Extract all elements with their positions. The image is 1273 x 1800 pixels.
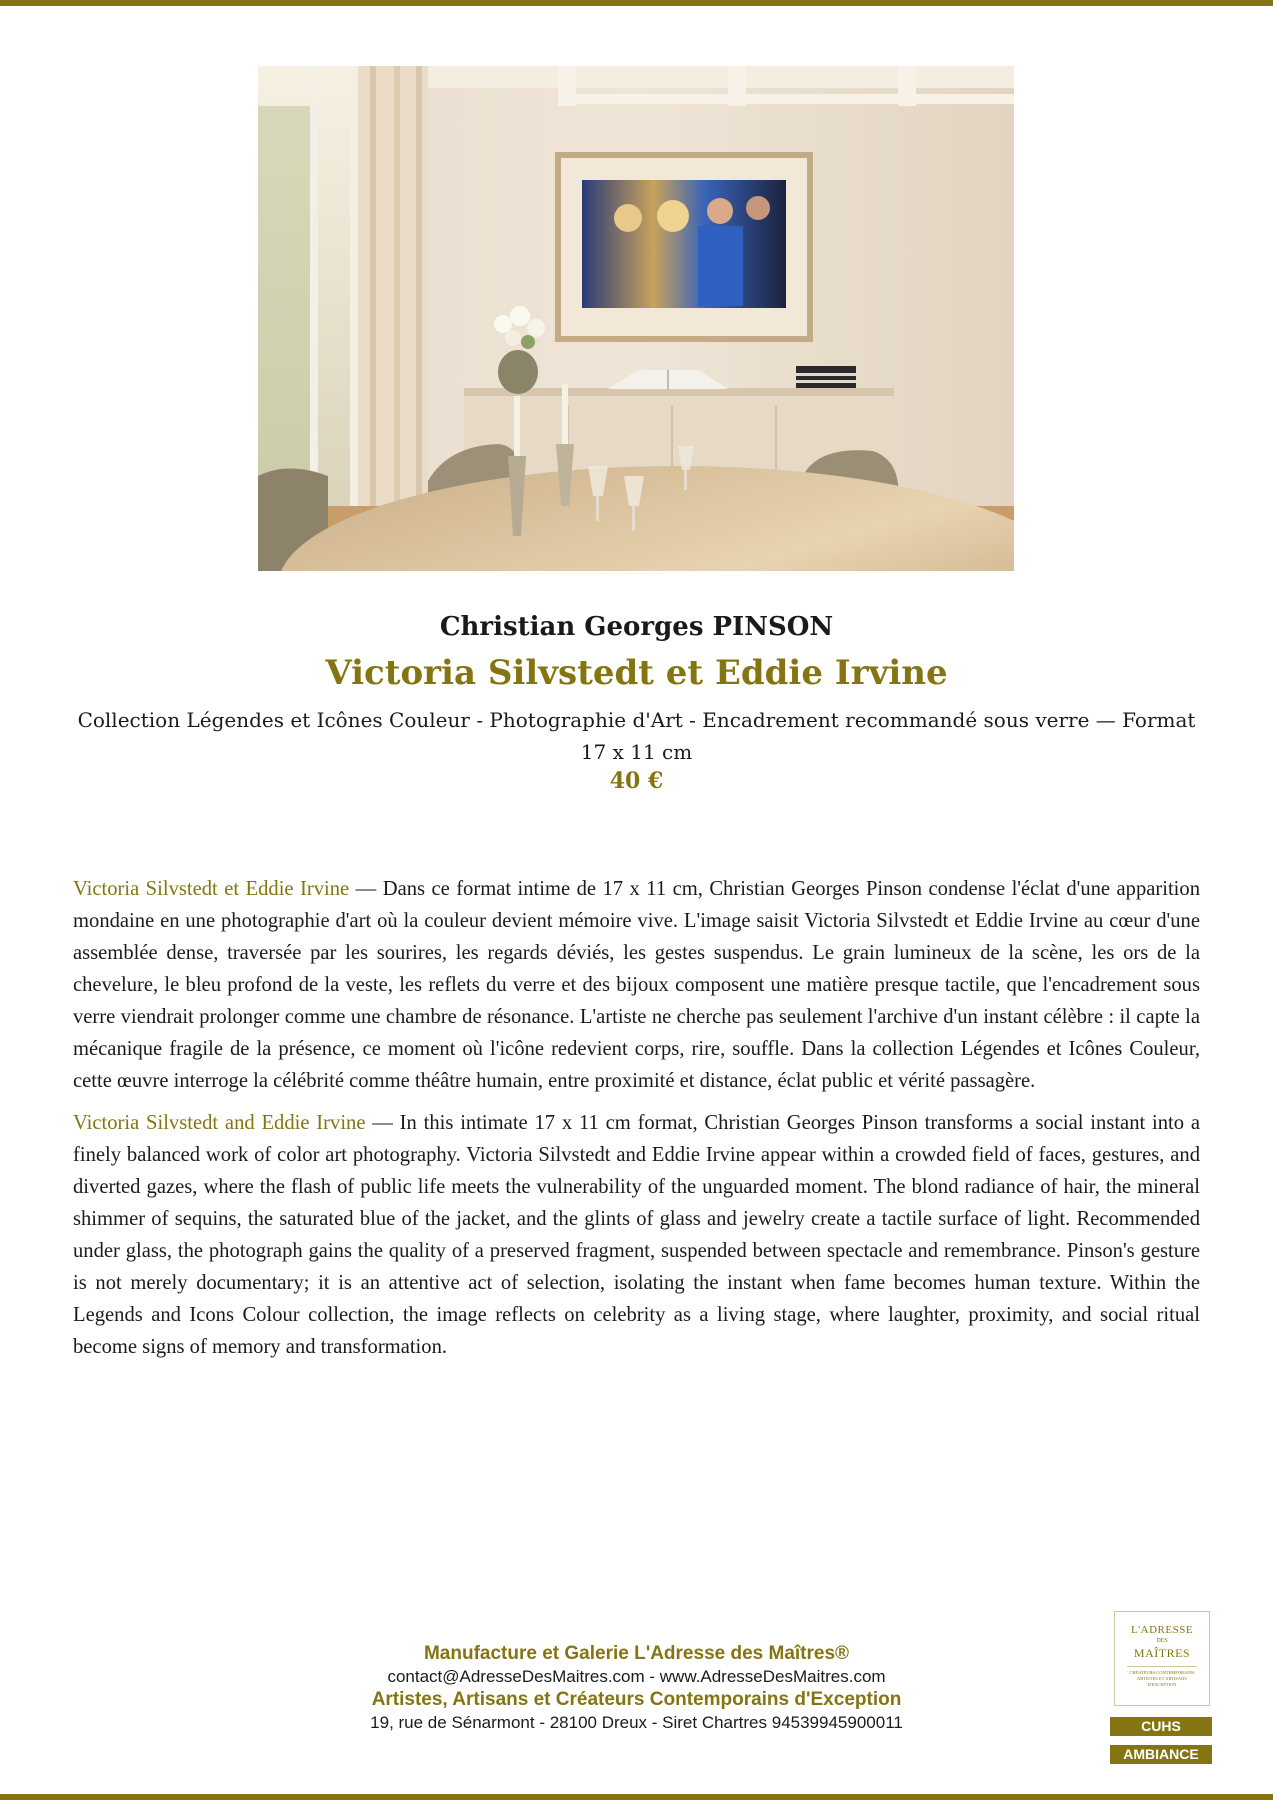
logo-line-4: CRÉATEURS CONTEMPORAINS ARTISTES ET ARTISANS D'EXCEPTION — [1129, 1670, 1195, 1687]
footer-contact: contact@AdresseDesMaitres.com - www.AdresseDesMaitres.com — [387, 1667, 886, 1686]
badge-cuhs: CUHS — [1110, 1717, 1212, 1736]
room-scene-image — [258, 66, 1014, 571]
logo-line-1: L'ADRESSE — [1130, 1624, 1194, 1636]
description-english — [73, 1107, 1200, 1363]
footer-address: 19, rue de Sénarmont - 28100 Dreux - Siret Chartres 94539945900011 — [370, 1713, 903, 1732]
hero-photo — [258, 66, 1014, 571]
top-accent-bar — [0, 0, 1273, 6]
gallery-logo — [1114, 1611, 1210, 1706]
description-french-text: — Dans ce format intime de 17 x 11 cm, Christian Georges Pinson condense l'éclat d'une apparition mondaine en une photographie d'art où la couleur devient mémoire vive. L'image saisit Victoria Silvstedt et Eddie Irvine au cœur d'une assemblée dense, traversée par les sourires, les regards déviés, les gestes suspendus. Le grain lumineux de la scène, les ors de la chevelure, le bleu profond de la veste, les reflets du verre et des bijoux composent une matière presque tactile, que l'encadrement sous verre viendrait prolonger comme une chambre de résonance. L'artiste ne cherche pas seulement l'archive d'un instant célèbre : il capte la mécanique fragile de la présence, ce moment où l'icône redevient corps, rire, souffle. Dans la collection Légendes et Icônes Couleur, cette œuvre interroge la célébrité comme théâtre humain, entre proximité et distance, éclat public et vérité passagère. — [73, 878, 1201, 1092]
footer — [0, 1642, 1273, 1734]
badge-ambiance: AMBIANCE — [1110, 1745, 1212, 1764]
artist-name: Christian Georges PINSON — [439, 612, 834, 642]
artwork-title: Victoria Silvstedt et Eddie Irvine — [325, 653, 948, 693]
footer-tagline: Artistes, Artisans et Créateurs Contemporains d'Exception — [371, 1689, 902, 1710]
artwork-subtitle: Collection Légendes et Icônes Couleur - Photographie d'Art - Encadrement recommandé sous verre — Format 17 x 11 cm — [77, 708, 1196, 764]
description-french — [73, 873, 1200, 1097]
description-french-lead: Victoria Silvstedt et Eddie Irvine — [73, 878, 350, 900]
logo-divider — [1127, 1666, 1197, 1667]
artwork-price: 40 € — [609, 768, 664, 794]
artwork-description — [73, 873, 1200, 1373]
description-english-text: — In this intimate 17 x 11 cm format, Christian Georges Pinson transforms a social instant into a finely balanced work of color art photography. Victoria Silvstedt and Eddie Irvine appear within a crowded field of faces, gestures, and diverted gazes, where the flash of public life meets the vulnerability of the unguarded moment. The blond radiance of hair, the mineral shimmer of sequins, the saturated blue of the jacket, and the glints of glass and jewelry create a tactile surface of light. Recommended under glass, the photograph gains the quality of a preserved fragment, suspended between spectacle and remembrance. Pinson's gesture is not merely documentary; it is an attentive act of selection, isolating the instant when fame becomes human texture. Within the Legends and Icons Colour collection, the image reflects on celebrity as a living stage, where laughter, proximity, and social ritual become signs of memory and transformation. — [73, 1112, 1201, 1358]
logo-line-2: DES — [1156, 1638, 1168, 1644]
footer-gallery-name: Manufacture et Galerie L'Adresse des Maîtres® — [423, 1643, 850, 1664]
logo-line-3: MAÎTRES — [1133, 1646, 1191, 1660]
bottom-accent-bar — [0, 1794, 1273, 1800]
description-english-lead: Victoria Silvstedt and Eddie Irvine — [73, 1112, 366, 1134]
